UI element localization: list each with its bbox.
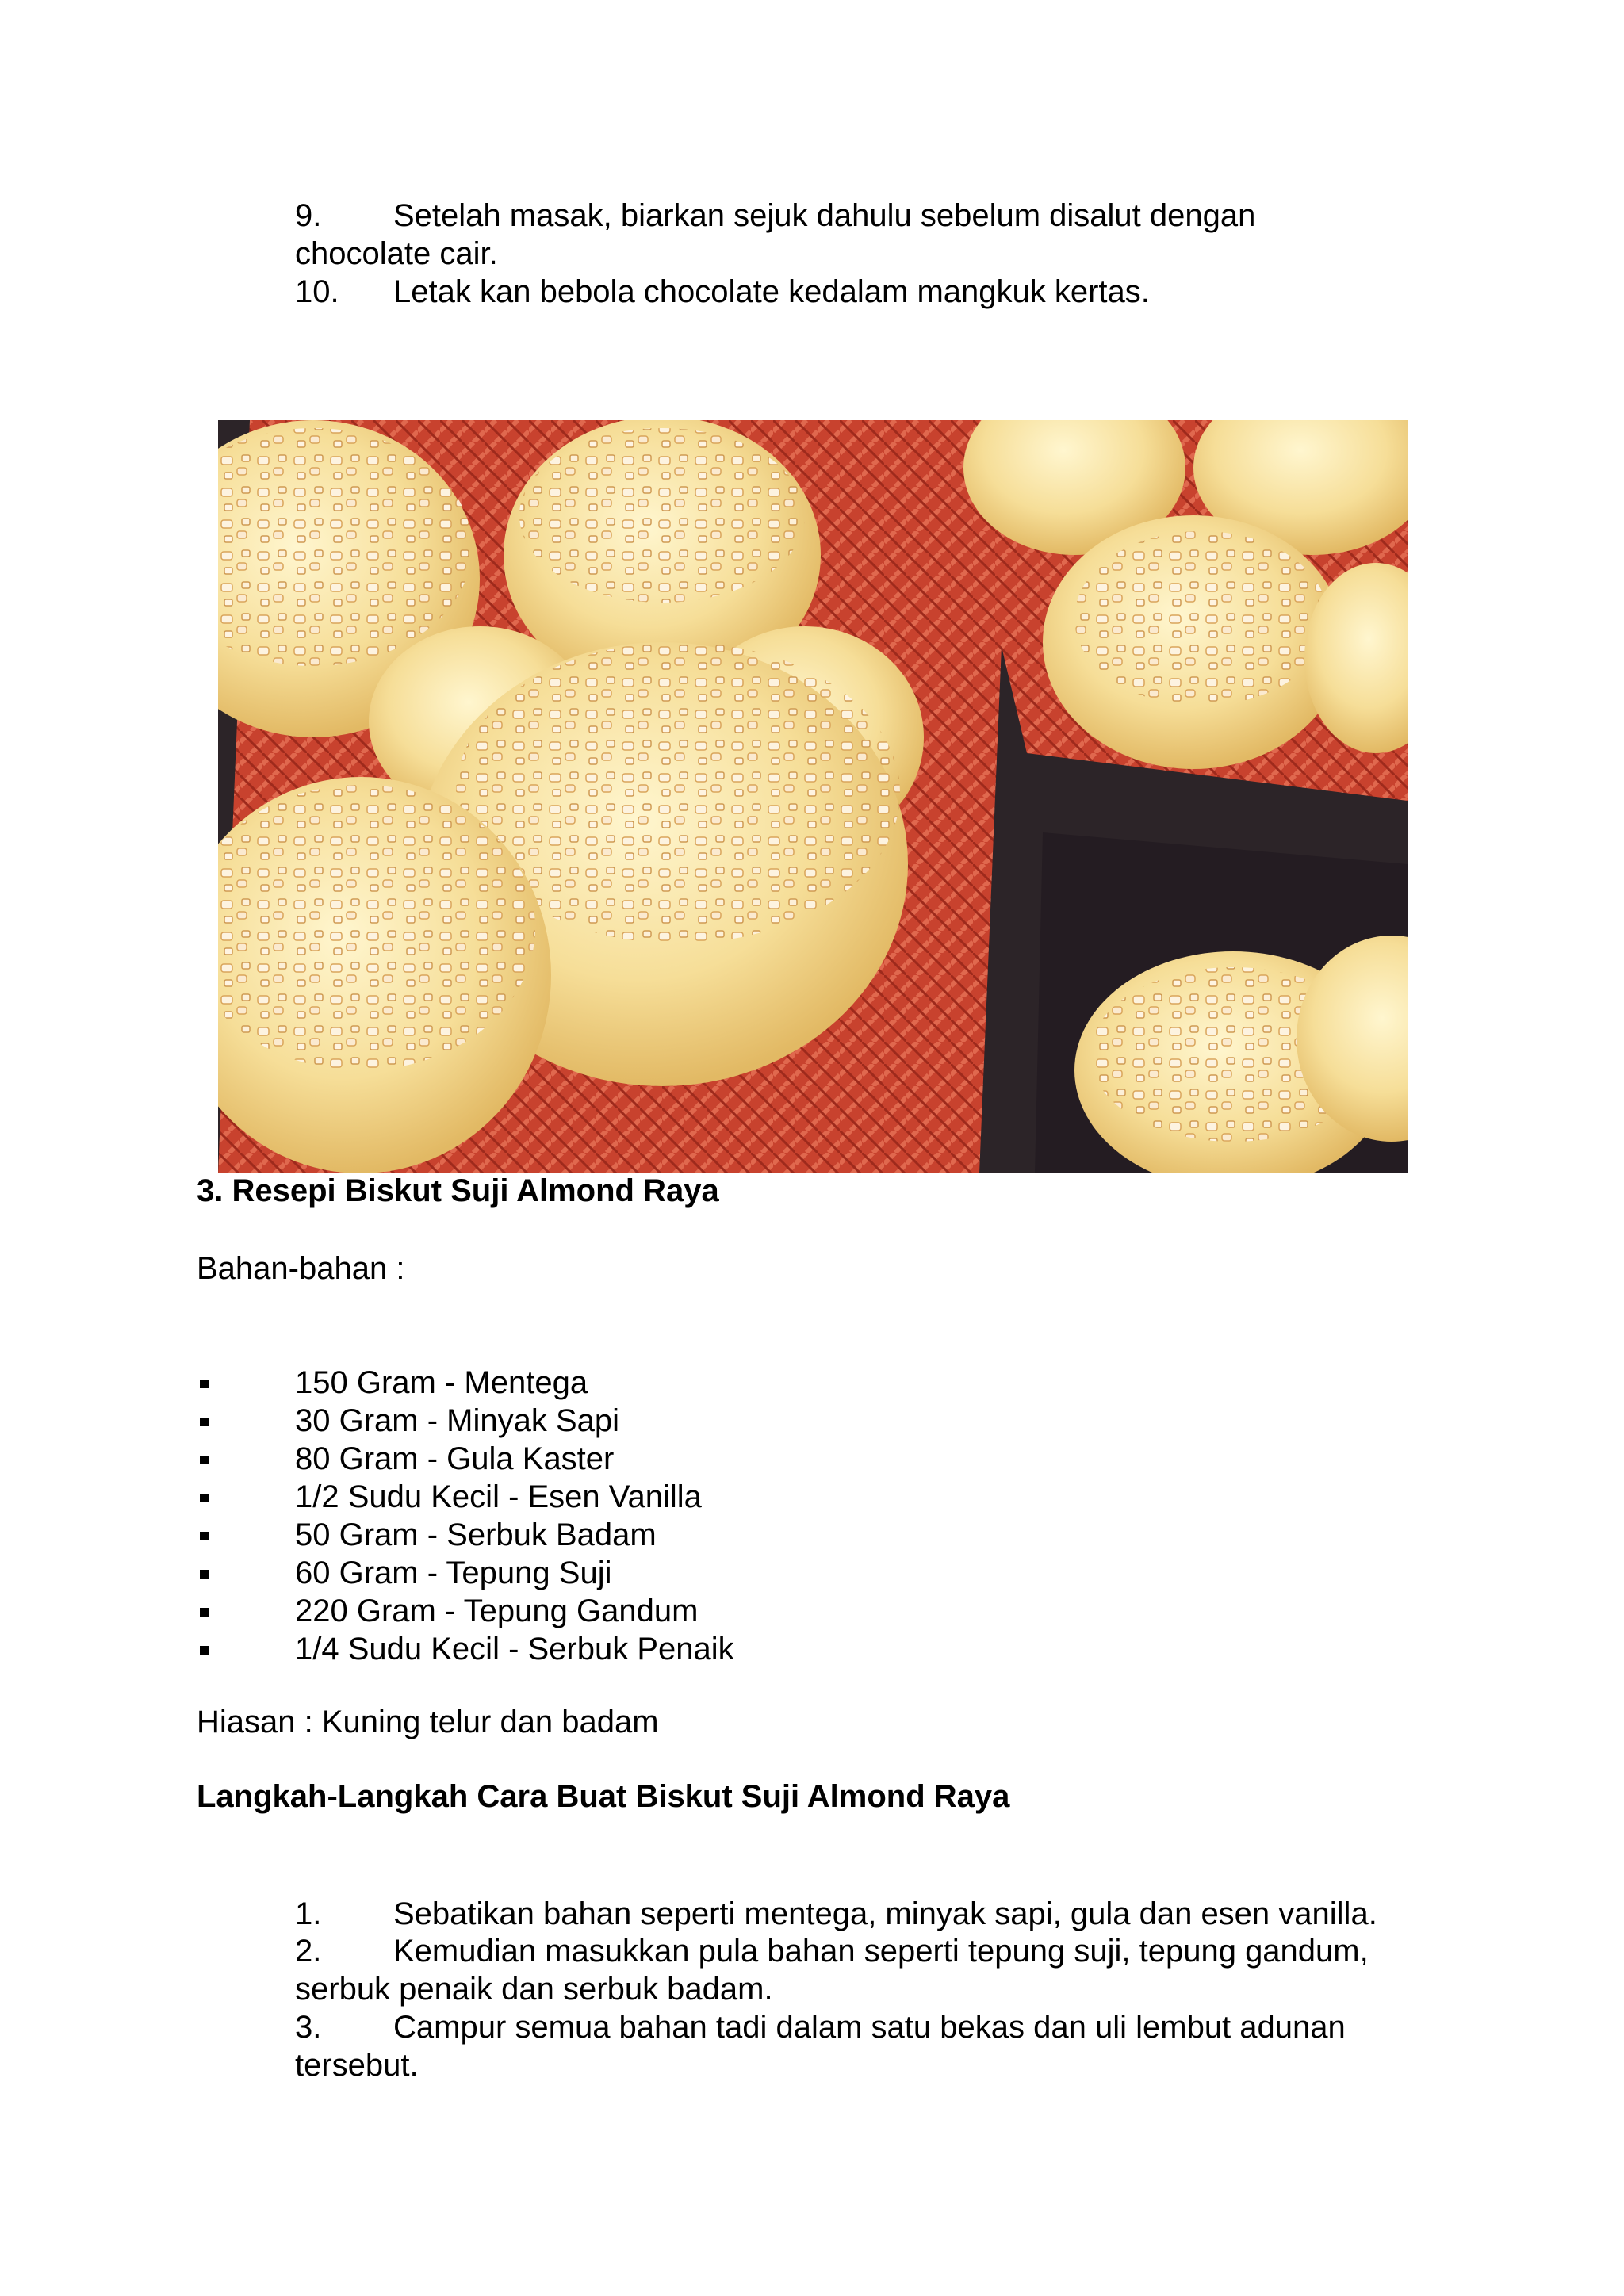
cookies-photo — [218, 420, 1408, 1173]
list-item: 1/2 Sudu Kecil - Esen Vanilla — [197, 1478, 1386, 1516]
step-text: Campur semua bahan tadi dalam satu bekas dan uli lembut adunan — [393, 2010, 1346, 2045]
bullet-icon — [200, 1532, 209, 1540]
step-number: 2. — [295, 1934, 322, 1969]
step-2 — [295, 1932, 1405, 2008]
step-number: 3. — [295, 2010, 322, 2045]
list-item: 1/4 Sudu Kecil - Serbuk Penaik — [197, 1630, 1386, 1668]
step-text: Kemudian masukkan pula bahan seperti tepung suji, tepung gandum, — [393, 1934, 1369, 1969]
bullet-icon — [200, 1418, 209, 1426]
bullet-icon — [200, 1380, 209, 1388]
garnish-text: Hiasan : Kuning telur dan badam — [197, 1705, 659, 1739]
list-item: 80 Gram - Gula Kaster — [197, 1440, 1386, 1478]
step-3 — [295, 2008, 1405, 2084]
step-number: 9. — [295, 198, 322, 233]
step-10 — [295, 273, 1405, 311]
step-text-continued: chocolate cair. — [295, 236, 498, 271]
bullet-icon — [200, 1456, 209, 1464]
bullet-icon — [200, 1646, 209, 1655]
step-text-continued: serbuk penaik dan serbuk badam. — [295, 1972, 773, 2007]
bullet-icon — [200, 1494, 209, 1502]
ingredients-label: Bahan-bahan : — [197, 1251, 405, 1286]
step-text-continued: tersebut. — [295, 2048, 419, 2083]
list-item: 60 Gram - Tepung Suji — [197, 1554, 1386, 1592]
step-text: Sebatikan bahan seperti mentega, minyak sapi, gula dan esen vanilla. — [393, 1896, 1377, 1931]
steps-title: Langkah-Langkah Cara Buat Biskut Suji Almond Raya — [197, 1779, 1010, 1814]
bullet-icon — [200, 1608, 209, 1617]
recipe-title: 3. Resepi Biskut Suji Almond Raya — [197, 1173, 719, 1208]
step-1 — [295, 1895, 1405, 1933]
step-number: 10. — [295, 274, 339, 309]
list-item: 30 Gram - Minyak Sapi — [197, 1402, 1386, 1440]
ingredients-list — [197, 1364, 1386, 1668]
step-9 — [295, 197, 1405, 273]
step-text: Setelah masak, biarkan sejuk dahulu sebelum disalut dengan — [393, 198, 1256, 233]
step-text: Letak kan bebola chocolate kedalam mangkuk kertas. — [393, 274, 1150, 309]
step-number: 1. — [295, 1896, 322, 1931]
list-item: 50 Gram - Serbuk Badam — [197, 1516, 1386, 1554]
list-item: 220 Gram - Tepung Gandum — [197, 1592, 1386, 1630]
list-item: 150 Gram - Mentega — [197, 1364, 1386, 1402]
bullet-icon — [200, 1570, 209, 1578]
